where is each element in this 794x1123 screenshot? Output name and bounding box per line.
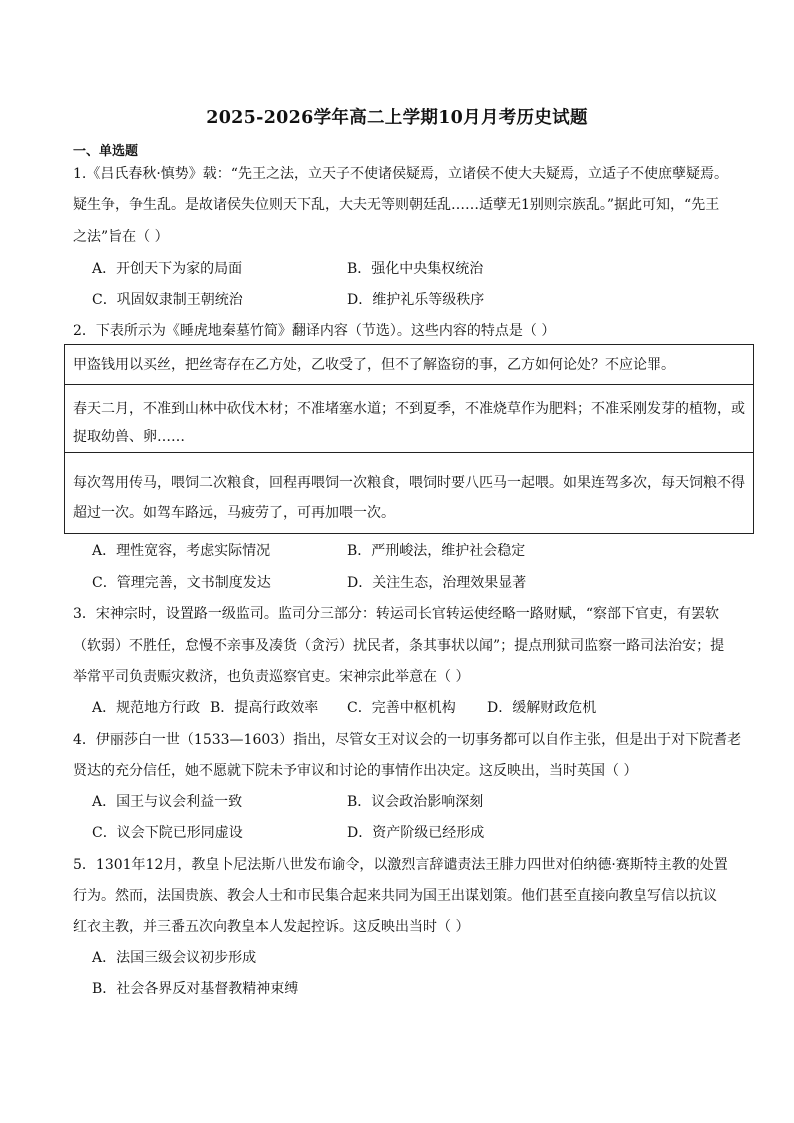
q5-line-2: 行为。然而，法国贵族、教会人士和市民集合起来共同为国王出谋划策。他们甚至直接向教皇写信以抗议 — [73, 888, 717, 904]
q1-option-a: A．开创天下为家的局面 — [92, 261, 243, 277]
q3-line-2: （软弱）不胜任，怠慢不亲事及凑货（贪污）扰民者，条其事状以闻”；提点刑狱司监察一路司法治安；提 — [73, 638, 725, 654]
q1-option-c: C．巩固奴隶制王朝统治 — [92, 292, 243, 308]
q1-option-b: B．强化中央集权统治 — [347, 261, 484, 277]
q4-option-b: B．议会政治影响深刻 — [347, 794, 484, 810]
q5-line-3: 红衣主教，并三番五次向教皇本人发起控诉。这反映出当时（ ） — [73, 919, 470, 935]
table-row — [65, 385, 753, 453]
q4-line-2: 贤达的充分信任，她不愿就下院未予审议和讨论的事情作出决定。这反映出，当时英国（ ） — [73, 763, 638, 779]
table-cell-text: 春天二月，不准到山林中砍伐木材；不准堵塞水道；不到夏季，不准烧草作为肥料；不准采刚发芽的植物，或 — [73, 401, 745, 417]
q5-line-1: 5．1301年12月，教皇卜尼法斯八世发布谕令，以激烈言辞谴责法王腓力四世对伯纳德·赛斯特主教的处置 — [73, 857, 728, 873]
table-cell-text: 甲盗钱用以买丝，把丝寄存在乙方处，乙收受了，但不了解盗窃的事，乙方如何论处？不应论罪。 — [73, 357, 675, 373]
section-heading: 一、单选题 — [73, 144, 139, 159]
q2-source-table — [64, 344, 754, 534]
q4-option-c: C．议会下院已形同虚设 — [92, 825, 243, 841]
q2-option-b: B．严刑峻法，维护社会稳定 — [347, 543, 526, 559]
table-cell-text: 超过一次。如驾车路远，马疲劳了，可再加喂一次。 — [73, 505, 395, 521]
q3-option-c: C．完善中枢机构 — [347, 700, 456, 716]
table-cell-text: 捉取幼兽、卵…… — [73, 429, 185, 445]
q2-option-d: D．关注生态，治理效果显著 — [347, 575, 527, 591]
q1-option-d: D．维护礼乐等级秩序 — [347, 292, 485, 308]
q1-line-3: 之法”旨在（ ） — [73, 229, 169, 245]
q2-stem: 2．下表所示为《睡虎地秦墓竹简》翻译内容（节选）。这些内容的特点是（ ） — [73, 323, 556, 339]
q1-line-1: 1.《吕氏春秋·慎势》载：“先王之法，立天子不使诸侯疑焉，立诸侯不使大夫疑焉，立适子不使庶孽疑焉。 — [73, 166, 728, 182]
q4-option-d: D．资产阶级已经形成 — [347, 825, 485, 841]
table-cell-text: 每次驾用传马，喂饲二次粮食，回程再喂饲一次粮食，喂饲时要八匹马一起喂。如果连驾多次，每天饲粮不得 — [73, 475, 745, 491]
q3-option-b: B．提高行政效率 — [210, 700, 319, 716]
exam-title: 2025-2026学年高二上学期10月月考历史试题 — [206, 108, 588, 128]
q3-option-d: D．缓解财政危机 — [487, 700, 597, 716]
q4-line-1: 4．伊丽莎白一世（1533—1603）指出，尽管女王对议会的一切事务都可以自作主张，但是出于对下院耆老 — [73, 732, 742, 748]
q5-option-a: A．法国三级会议初步形成 — [92, 950, 257, 966]
table-row — [65, 453, 753, 533]
q5-option-b: B．社会各界反对基督教精神束缚 — [92, 981, 299, 997]
q2-option-a: A．理性宽容，考虑实际情况 — [92, 543, 271, 559]
q3-line-1: 3．宋神宗时，设置路一级监司。监司分三部分：转运司长官转运使经略一路财赋，“察部下官吏，有罢软 — [73, 606, 720, 622]
q3-option-a: A．规范地方行政 — [92, 700, 201, 716]
q1-line-2: 疑生争，争生乱。是故诸侯失位则天下乱，大夫无等则朝廷乱……适孽无1别则宗族乱。”据此可知，“先王 — [73, 197, 720, 213]
table-row — [65, 345, 753, 385]
q2-option-c: C．管理完善，文书制度发达 — [92, 575, 271, 591]
q4-option-a: A．国王与议会利益一致 — [92, 794, 243, 810]
q3-line-3: 举常平司负责赈灾救济，也负责巡察官吏。宋神宗此举意在（ ） — [73, 669, 470, 685]
